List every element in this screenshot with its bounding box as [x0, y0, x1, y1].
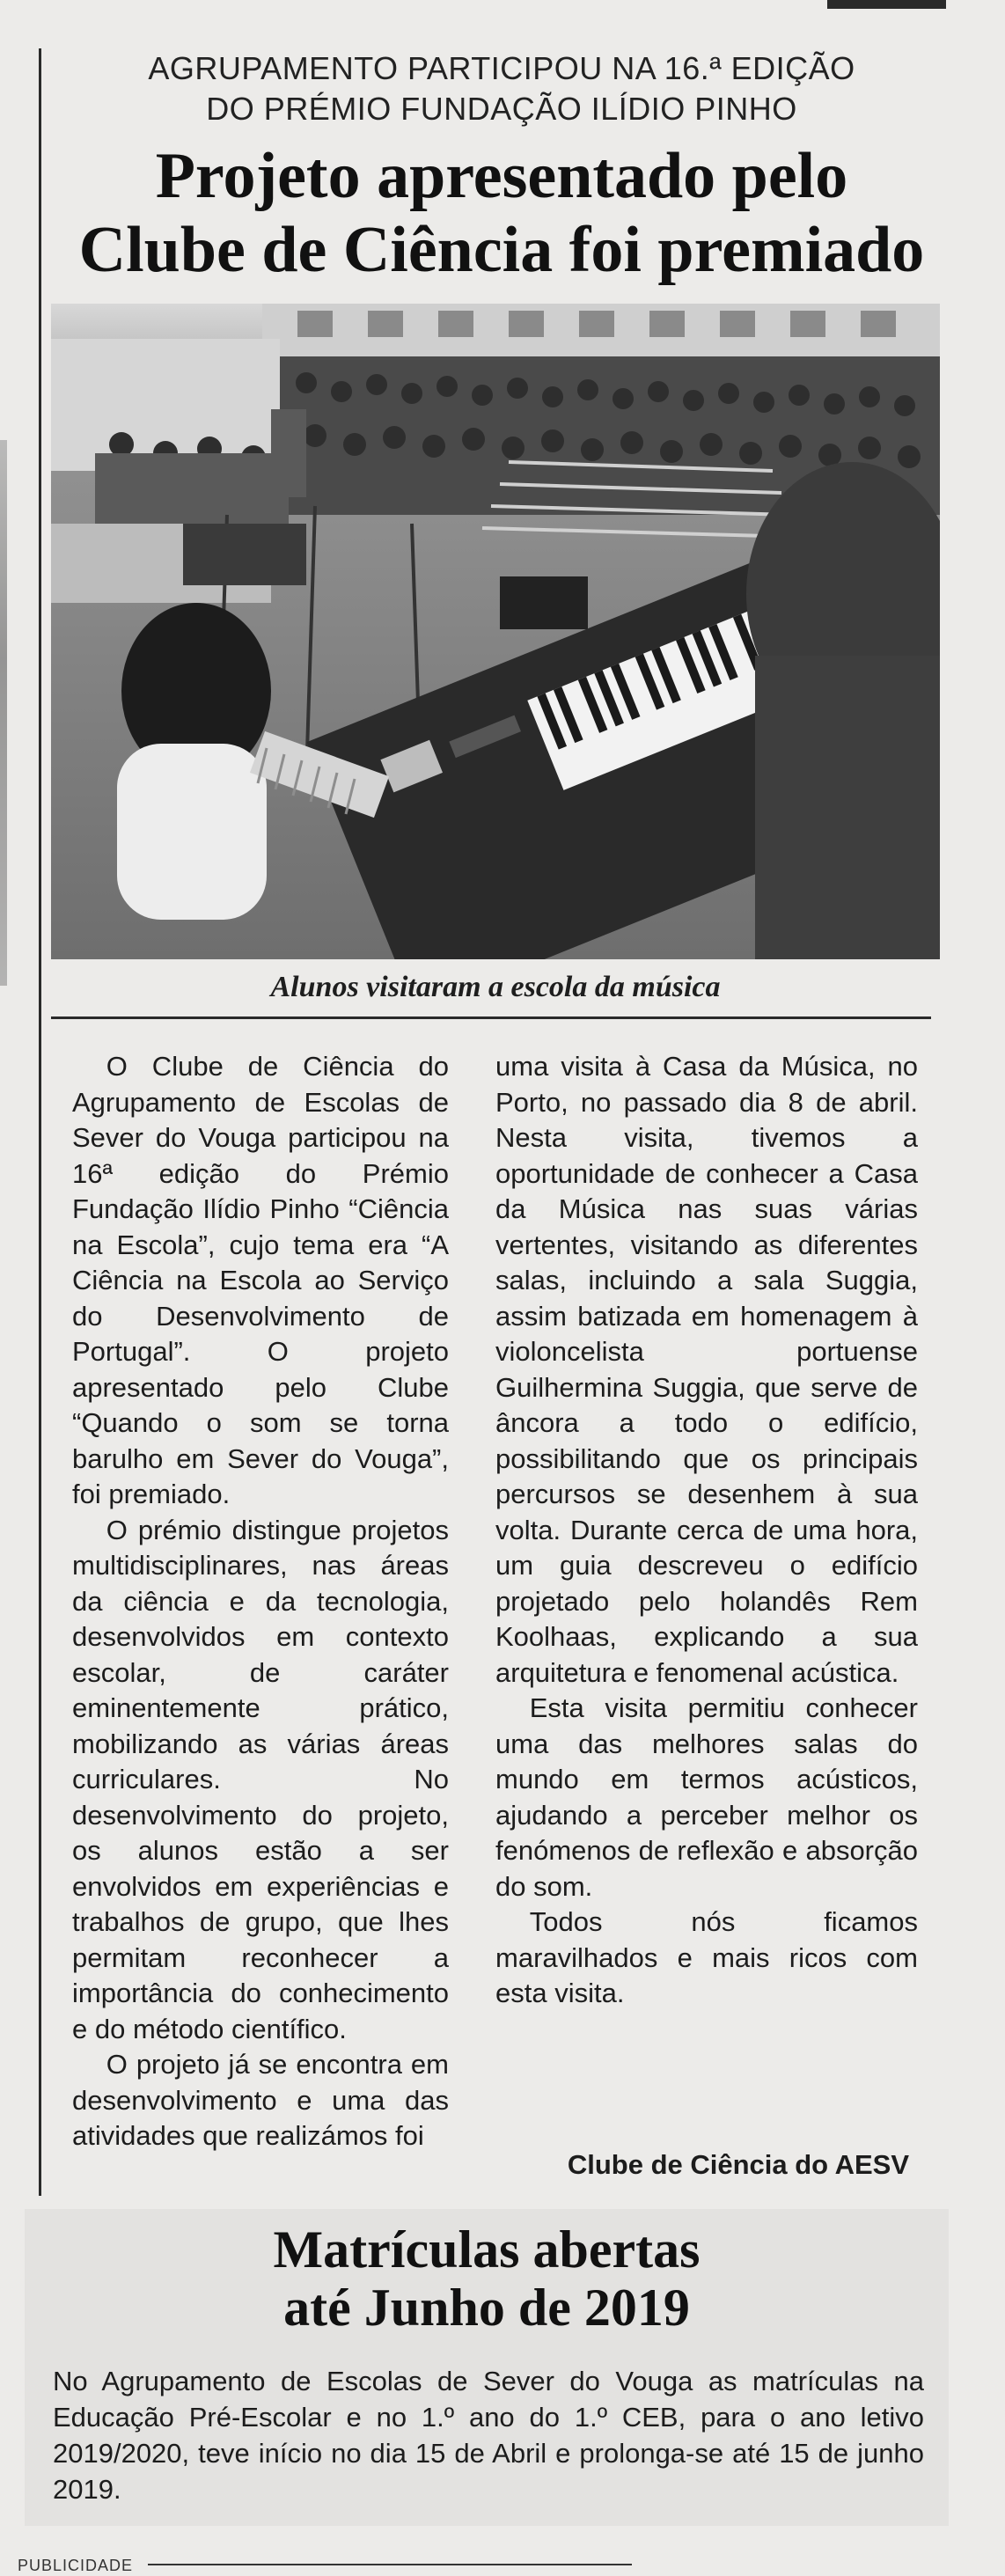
article-photo [51, 304, 940, 959]
article-headline [53, 139, 950, 287]
notice-body: No Agrupamento de Escolas de Sever do Vouga as matrículas na Educação Pré-Escolar e no 1.º ano do 1.º CEB, para o ano letivo 2019/2020, teve início no dia 15 de Abril e prolonga-se até 15 de junho 2019. [53, 2366, 924, 2505]
concert-photo-illustration [51, 304, 940, 959]
headline-line-1: Projeto apresentado pelo [155, 140, 848, 212]
notice-title [25, 2220, 949, 2337]
section-rule [148, 2564, 632, 2565]
kicker-line-2: DO PRÉMIO FUNDAÇÃO ILÍDIO PINHO [206, 91, 797, 127]
body-paragraph: Esta visita permitiu conhecer uma das melhores salas do mundo em termos acústicos, ajudando a perceber melhor os fenómenos de reflexão e absorção do som. [495, 1692, 918, 1902]
top-rule [827, 0, 946, 9]
notice-title-line-1: Matrículas abertas [273, 2220, 701, 2279]
body-paragraph: uma visita à Casa da Música, no Porto, no passado dia 8 de abril. Nesta visita, tivemos a oportunidade de conhecer a Casa da Música nas suas várias vertentes, visitando as diferentes salas, incluindo a sala Suggia, assim batizada em homenagem à violoncelista portuense Guilhermina Suggia, que serve de âncora a todo o edifício, possibilitando que os principais percursos se desenhem à sua volta. Durante cerca de uma hora, um guia descreveu o edifício projetado pelo holandês Rem Koolhaas, explicando a sua arquitetura e fenomenal acústica. [495, 1051, 918, 1688]
body-paragraph: O prémio distingue projetos multidisciplinares, nas áreas da ciência e da tecnologia, desenvolvidos em contexto escolar, de caráter eminentemente prático, mobilizando as várias áreas curriculares. No desenvolvimento do projeto, os alunos estão a ser envolvidos em experiências e trabalhos de grupo, que lhes permitam reconhecer a importância do conhecimento e do método científico. [72, 1514, 449, 2044]
body-paragraph: O projeto já se encontra em desenvolvimento e uma das atividades que realizámos foi [72, 2049, 449, 2151]
article-body-left-column [72, 1049, 449, 2154]
article-kicker [132, 48, 871, 129]
body-paragraph: Todos nós ficamos maravilhados e mais ricos com esta visita. [495, 1906, 918, 2008]
column-divider [39, 48, 41, 2196]
article-byline: Clube de Ciência do AESV [567, 2149, 909, 2180]
kicker-line-1: AGRUPAMENTO PARTICIPOU NA 16.ª EDIÇÃO [148, 50, 855, 86]
notice-title-line-2: até Junho de 2019 [283, 2279, 690, 2337]
adjacent-page-edge [0, 440, 7, 986]
section-label: PUBLICIDADE [18, 2557, 134, 2574]
caption-rule [51, 1016, 931, 1019]
article-body-right-column [495, 1049, 918, 2012]
body-paragraph: O Clube de Ciência do Agrupamento de Escolas de Sever do Vouga participou na 16ª edição do Prémio Fundação Ilídio Pinho “Ciência na Escola”, cujo tema era “A Ciência na Escola ao Serviço do Desenvolvimento de Portugal”. O projeto apresentado pelo Clube “Quando o som se torna barulho em Sever do Vouga”, foi premiado. [72, 1051, 449, 1509]
photo-caption: Alunos visitaram a escola da música [270, 971, 721, 1003]
headline-line-2: Clube de Ciência foi premiado [78, 214, 925, 286]
